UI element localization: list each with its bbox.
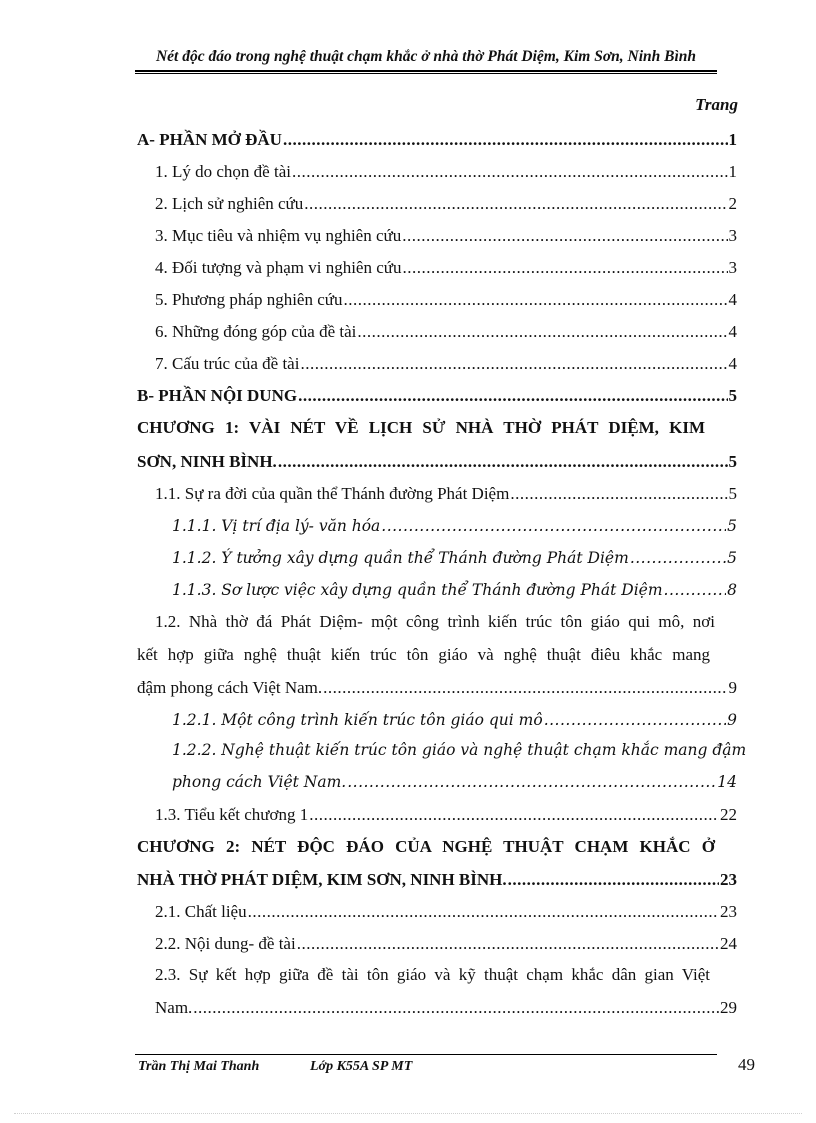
toc-chapter-1[interactable] xyxy=(137,450,737,474)
toc-chapter-2[interactable] xyxy=(137,868,737,892)
leader-dots xyxy=(381,514,726,538)
running-header: Nét độc đáo trong nghệ thuật chạm khắc ở nhà thờ Phát Diệm, Kim Sơn, Ninh Bình xyxy=(155,48,697,65)
toc-entry-page: 8 xyxy=(727,581,737,599)
toc-entry-a[interactable] xyxy=(137,128,737,152)
toc-entry-7[interactable] xyxy=(155,352,737,376)
toc-chapter-1-line1[interactable]: CHƯƠNG 1: VÀI NÉT VỀ LỊCH SỬ NHÀ THỜ PHÁT DIỆM, KIM xyxy=(137,418,705,437)
toc-entry-1-2-1[interactable] xyxy=(172,708,737,732)
toc-entry-text: 1.1.2. Ý tưởng xây dựng quần thể Thánh đường Phát Diệm xyxy=(172,549,629,567)
toc-entry-page: 1 xyxy=(728,130,737,149)
toc-entry-page: 5 xyxy=(728,452,737,471)
toc-entry-1-1-3[interactable] xyxy=(172,578,737,602)
toc-entry-page: 23 xyxy=(720,870,737,889)
toc-chapter-2-line1[interactable]: CHƯƠNG 2: NÉT ĐỘC ĐÁO CỦA NGHỆ THUẬT CHẠM KHẮC Ở xyxy=(137,837,715,856)
leader-dots xyxy=(292,160,728,184)
toc-entry-1-1[interactable] xyxy=(155,482,737,506)
header-rule-thick xyxy=(135,70,717,72)
toc-entry-text: 4. Đối tượng và phạm vi nghiên cứu xyxy=(155,258,402,277)
toc-entry-1-3[interactable] xyxy=(155,803,737,827)
toc-entry-page: 22 xyxy=(720,805,737,824)
toc-entry-1[interactable] xyxy=(155,160,737,184)
leader-dots xyxy=(278,450,728,474)
toc-entry-text: 1.2.1. Một công trình kiến trúc tôn giáo qui mô xyxy=(172,711,543,729)
leader-dots xyxy=(309,803,719,827)
toc-entry-page: 14 xyxy=(717,773,737,791)
toc-entry-text: phong cách Việt Nam. xyxy=(172,773,347,791)
toc-entry-6[interactable] xyxy=(155,320,737,344)
toc-entry-text: 1.3. Tiểu kết chương 1 xyxy=(155,805,309,824)
toc-entry-page: 2 xyxy=(728,194,737,213)
toc-entry-text: 6. Những đóng góp của đề tài xyxy=(155,322,357,341)
toc-entry-text: Nam. xyxy=(155,998,193,1017)
toc-entry-5[interactable] xyxy=(155,288,737,312)
toc-entry-page: 1 xyxy=(728,162,737,181)
toc-entry-1-1-2[interactable] xyxy=(172,546,737,570)
toc-entry-text: 3. Mục tiêu và nhiệm vụ nghiên cứu xyxy=(155,226,402,245)
header-rule-thin xyxy=(135,73,717,74)
leader-dots xyxy=(347,770,716,794)
toc-entry-page: 3 xyxy=(728,258,737,277)
toc-entry-text: 2. Lịch sử nghiên cứu xyxy=(155,194,304,213)
leader-dots xyxy=(343,288,727,312)
leader-dots xyxy=(297,932,719,956)
leader-dots xyxy=(544,708,726,732)
toc-entry-text: 2.1. Chất liệu xyxy=(155,902,247,921)
toc-entry-text: 1.1. Sự ra đời của quần thể Thánh đường Phát Diệm xyxy=(155,484,510,503)
toc-entry-1-1-1[interactable] xyxy=(172,514,737,538)
toc-entry-2-1[interactable] xyxy=(155,900,737,924)
leader-dots xyxy=(248,900,719,924)
toc-entry-b[interactable] xyxy=(137,384,737,408)
toc-entry-page: 3 xyxy=(728,226,737,245)
toc-entry-text: đậm phong cách Việt Nam. xyxy=(137,678,323,697)
toc-entry-page: 23 xyxy=(720,902,737,921)
toc-entry-1-2-line1[interactable]: 1.2. Nhà thờ đá Phát Diệm- một công trình kiến trúc tôn giáo qui mô, nơi xyxy=(155,612,715,631)
toc-entry-page: 5 xyxy=(727,549,737,567)
toc-entry-text: 1.1.1. Vị trí địa lý- văn hóa xyxy=(172,517,381,535)
toc-entry-page: 24 xyxy=(720,934,737,953)
toc-entry-text: 2.2. Nội dung- đề tài xyxy=(155,934,296,953)
toc-entry-1-2[interactable] xyxy=(137,676,737,700)
page-border xyxy=(14,1113,802,1114)
toc-entry-2-3-line1[interactable]: 2.3. Sự kết hợp giữa đề tài tôn giáo và kỹ thuật chạm khắc dân gian Việt xyxy=(155,965,710,984)
toc-entry-2[interactable] xyxy=(155,192,737,216)
toc-entry-text: 5. Phương pháp nghiên cứu xyxy=(155,290,343,309)
toc-page-column-label: Trang xyxy=(695,95,738,114)
toc-entry-text: NHÀ THỜ PHÁT DIỆM, KIM SƠN, NINH BÌNH. xyxy=(137,870,507,889)
toc-entry-page: 4 xyxy=(728,354,737,373)
leader-dots xyxy=(304,192,727,216)
footer-author: Trần Thị Mai Thanh xyxy=(138,1059,260,1074)
leader-dots xyxy=(298,384,727,408)
leader-dots xyxy=(323,676,727,700)
toc-entry-1-2-line2[interactable]: kết hợp giữa nghệ thuật kiến trúc tôn giáo và nghệ thuật điêu khắc mang xyxy=(137,645,710,664)
toc-entry-2-3[interactable] xyxy=(155,996,737,1020)
leader-dots xyxy=(283,128,728,152)
toc-entry-page: 5 xyxy=(727,517,737,535)
toc-entry-text: 1.1.3. Sơ lược việc xây dựng quần thể Thánh đường Phát Diệm xyxy=(172,581,663,599)
toc-entry-page: 9 xyxy=(727,711,737,729)
toc-entry-1-2-2[interactable] xyxy=(172,770,737,794)
toc-entry-page: 29 xyxy=(720,998,737,1017)
toc-entry-4[interactable] xyxy=(155,256,737,280)
leader-dots xyxy=(403,256,728,280)
leader-dots xyxy=(300,352,727,376)
toc-entry-page: 4 xyxy=(728,322,737,341)
leader-dots xyxy=(510,482,727,506)
toc-entry-text: 7. Cấu trúc của đề tài xyxy=(155,354,300,373)
footer-rule xyxy=(135,1054,717,1055)
leader-dots xyxy=(664,578,727,602)
toc-entry-page: 9 xyxy=(728,678,737,697)
toc-entry-page: 4 xyxy=(728,290,737,309)
toc-entry-2-2[interactable] xyxy=(155,932,737,956)
page-number: 49 xyxy=(738,1055,755,1074)
toc-entry-text: SƠN, NINH BÌNH. xyxy=(137,452,277,471)
leader-dots xyxy=(193,996,719,1020)
toc-entry-text: B- PHẦN NỘI DUNG xyxy=(137,386,298,405)
toc-entry-1-2-2-line1[interactable]: 1.2.2. Nghệ thuật kiến trúc tôn giáo và nghệ thuật chạm khắc mang đậm xyxy=(172,741,747,759)
leader-dots xyxy=(508,868,719,892)
toc-entry-page: 5 xyxy=(728,386,737,405)
leader-dots xyxy=(630,546,726,570)
leader-dots xyxy=(357,320,727,344)
toc-entry-text: 1. Lý do chọn đề tài xyxy=(155,162,291,181)
footer-class: Lớp K55A SP MT xyxy=(310,1059,413,1074)
leader-dots xyxy=(402,224,727,248)
toc-entry-text: A- PHẦN MỞ ĐẦU xyxy=(137,130,282,149)
toc-entry-3[interactable] xyxy=(155,224,737,248)
toc-entry-page: 5 xyxy=(728,484,737,503)
